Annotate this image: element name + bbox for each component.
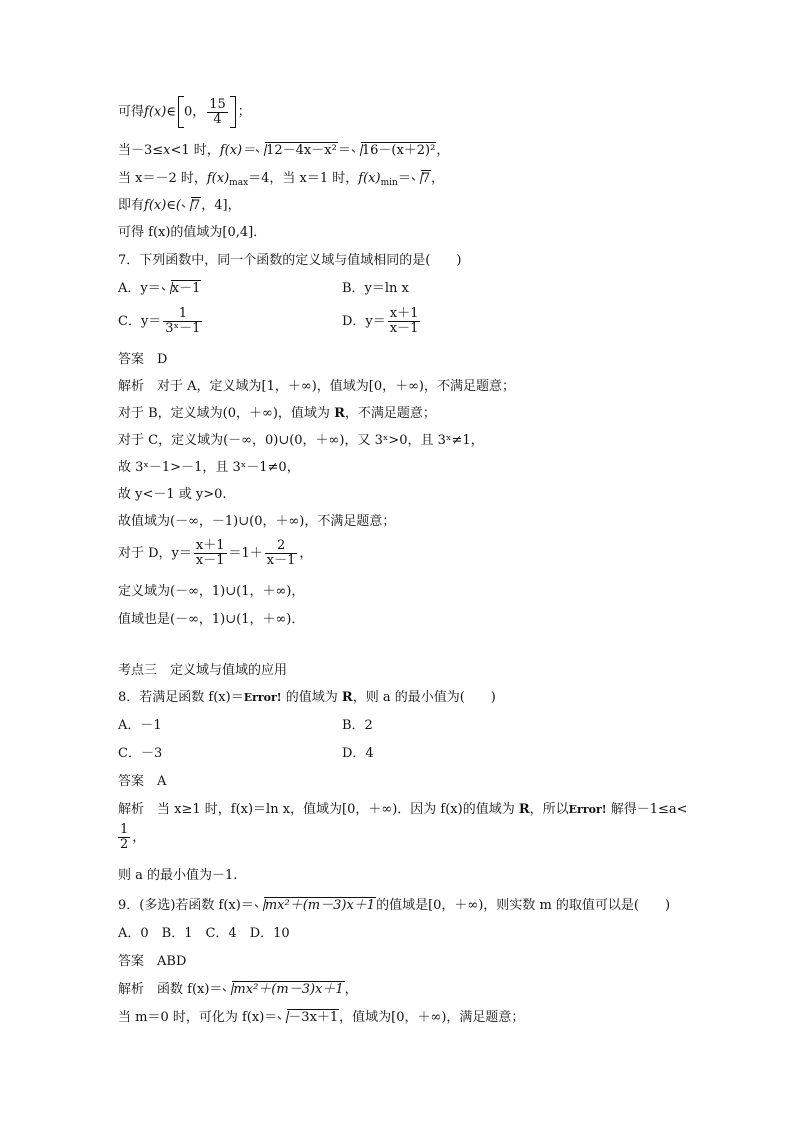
q7-explain-1: 解析 对于 A，定义域为[1，＋∞)，值域为[0，＋∞)，不满足题意； bbox=[118, 379, 516, 394]
option-c: C．y＝ bbox=[118, 314, 162, 329]
sqrt: mx²＋(m－3)x＋1 bbox=[223, 981, 344, 999]
question-7: 7．下列函数中，同一个函数的定义域与值域相同的是( ) bbox=[118, 253, 462, 268]
q8-explain-2: $\frac{1}{2}$ ， bbox=[120, 822, 146, 852]
sqrt: －3x＋1 bbox=[278, 1009, 339, 1027]
q9-explain-2: 当 m＝0 时，可化为 f(x)＝ －3x＋1，值域为[0，＋∞)，满足题意； bbox=[118, 1010, 525, 1025]
q7-explain-6: 故值域为(－∞，－1)∪(0，＋∞)，不满足题意； bbox=[118, 514, 396, 529]
option-a: A．y＝ bbox=[118, 281, 161, 296]
fraction: $\frac{1}{\text{3ˣ－1}}$ bbox=[165, 306, 201, 336]
q8-explain-3: 则 a 的最小值为－1. bbox=[118, 868, 238, 883]
section-heading: 考点三 定义域与值域的应用 bbox=[118, 663, 288, 678]
fraction: $\frac{2}{x-1}$ bbox=[266, 538, 296, 568]
line-conclusion: 可得 f(x)的值域为[0,4]． bbox=[118, 225, 267, 240]
option-d: D．y＝ $\frac{x+1}{x-1}$ bbox=[342, 306, 419, 336]
option-a: A．－1 bbox=[118, 718, 162, 733]
fraction: $\frac{x+1}{x-1}$ bbox=[389, 306, 419, 336]
q7-explain-4: 故 3ˣ－1>－1，且 3ˣ－1≠0， bbox=[118, 460, 300, 475]
q7-options-row2 bbox=[118, 304, 718, 340]
math: f(x)∈ bbox=[144, 104, 176, 120]
q8-options-row1 bbox=[118, 717, 718, 735]
question-9: 9．(多选)若函数 f(x)＝ mx²＋(m－3)x＋1的值域是[0，＋∞)，则实数 m 的取值可以是( ) bbox=[118, 898, 671, 913]
option-c: C．－3 bbox=[118, 746, 163, 761]
option-b: B．2 bbox=[342, 718, 373, 733]
q7-options-row1 bbox=[118, 280, 718, 298]
sqrt: mx²＋(m－3)x＋1 bbox=[255, 897, 376, 915]
fraction: $\frac{x+1}{x-1}$ bbox=[195, 538, 225, 568]
q7-explain-3: 对于 C，定义域为(－∞，0)∪(0，＋∞)，又 3ˣ>0，且 3ˣ≠1， bbox=[118, 433, 484, 448]
sqrt: x－1 bbox=[162, 280, 202, 298]
text: 可得 bbox=[118, 104, 145, 120]
option-b: B．y＝ln x bbox=[342, 281, 409, 296]
q7-explain-2: 对于 B，定义域为(0，＋∞)，值域为 R，不满足题意； bbox=[118, 406, 436, 421]
fraction: $\frac{15}{4}$ bbox=[209, 96, 226, 127]
q9-options: A．0 B．1 C．4 D．10 bbox=[118, 926, 290, 941]
sqrt: 7 bbox=[412, 170, 431, 188]
q7-explain-7: 对于 D，y＝ $\frac{x+1}{x-1}$ ＝1＋ $\frac{2}{x-1}$ ， bbox=[118, 538, 313, 568]
q8-options-row2 bbox=[118, 745, 718, 763]
line-range-result: 可得f(x)∈ 0， $\frac{15}{4}$ ； bbox=[118, 96, 251, 127]
bracket-right bbox=[230, 96, 236, 128]
q8-answer: 答案 A bbox=[118, 774, 167, 789]
line-interval: 即有f(x)∈( 7，4]， bbox=[118, 198, 241, 213]
question-8: 8．若满足函数 f(x)＝Error! 的值域为 R，则 a 的最小值为( ) bbox=[118, 690, 496, 705]
text: 0， bbox=[183, 104, 206, 120]
option-d: D．4 bbox=[342, 746, 374, 761]
fraction: $\frac{1}{2}$ bbox=[120, 822, 129, 852]
q7-explain-8: 定义域为(－∞，1)∪(1，＋∞)， bbox=[118, 584, 305, 599]
q9-explain-1: 解析 函数 f(x)＝ mx²＋(m－3)x＋1， bbox=[118, 982, 358, 997]
q8-explain-1: 解析 当 x≥1 时，f(x)＝ln x，值域为[0，＋∞)．因为 f(x)的值域为 R，所以Error! 解得－1≤a< bbox=[118, 802, 688, 817]
sqrt: 16－(x＋2)² bbox=[352, 142, 437, 160]
sqrt: 7 bbox=[182, 197, 201, 215]
line-case-2: 当－3≤x<1 时，f(x)＝ 12－4x－x²＝ 16－(x＋2)²， bbox=[118, 143, 450, 158]
line-max-min: 当 x＝－2 时，$f(x)_{max}=4$，当 x＝1 时，$f(x)_{min}= 7$， bbox=[118, 171, 445, 188]
sqrt: 12－4x－x² bbox=[256, 142, 338, 160]
q9-answer: 答案 ABD bbox=[118, 954, 187, 969]
q7-explain-5: 故 y<－1 或 y>0. bbox=[118, 487, 227, 502]
q7-explain-9: 值域也是(－∞，1)∪(1，＋∞)． bbox=[118, 612, 305, 627]
q7-answer: 答案 D bbox=[118, 352, 168, 367]
